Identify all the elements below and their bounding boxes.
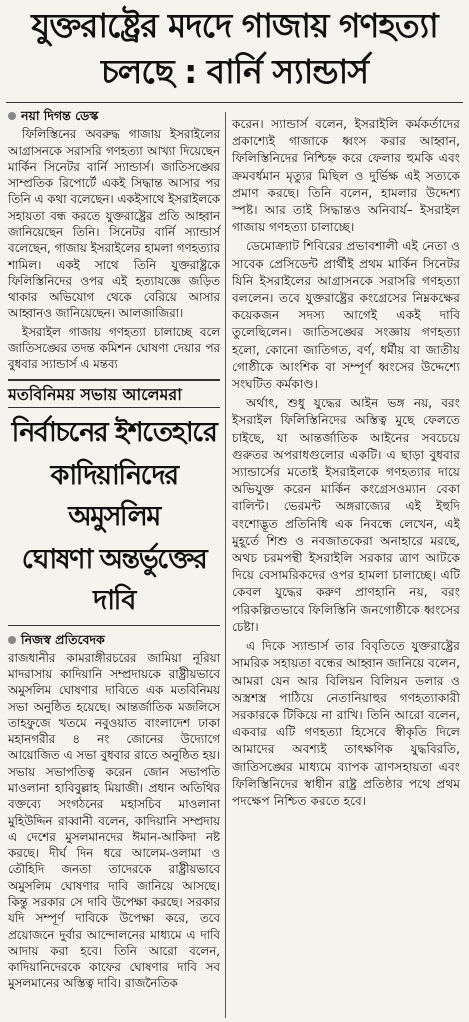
second-headline-line-1: নির্বাচনের ইশতেহারে <box>11 416 217 448</box>
main-paragraph-3: করেন। স্যান্ডার্স বলেন, ইসরাইলি কর্মকর্তাদের প্রকাশ্যেই গাজাকে ধ্বংস করার আহ্বান, ফিলিস্তিনিদের নিশ্চিহ্ন করে ফেলার হুমকি এবং ক্রমবর্ধমান মৃত্যুর মিছিল ও দুর্ভিক্ষ এই সত্যকে প্রমাণ করছে। তিনি বলেন, হামলার উদ্দেশ্য স্পষ্ট। আর তাই সিদ্ধান্তও অনিবার্য– ইসরাইল গাজায় গণহত্যা চালাচ্ছে। <box>232 117 460 235</box>
second-story-body: রাজধানীর কামরাঙ্গীরচরের জামিয়া নূরিয়া মাদরাসায় কাদিয়ানি সম্প্রদায়কে রাষ্ট্রীয়ভাবে অমুসলিম ঘোষণার দাবিতে এক মতবিনিময় সভা অনুষ্ঠিত হয়েছে। আন্তর্জাতিক মজলিসে তাহফুজে খতমে নবুওয়াত বাংলাদেশ ঢাকা মহানগরীর ৪ নং জোনের উদ্যোগে আয়োজিত এ সভা বুধবার রাতে অনুষ্ঠিত হয়। সভায় সভাপতিত্ব করেন জোন সভাপতি মাওলানা হাবিবুল্লাহ মিয়াজী। প্রধান অতিথির বক্তব্যে সংগঠনের মহাসচিব মাওলানা মুহিউদ্দিন রাব্বানী বলেন, কাদিয়ানি সম্প্রদায় এ দেশের মুসলমানদের ঈমান-আকিদা নষ্ট করছে। দীর্ঘ দিন ধরে আলেম-ওলামা ও তৌহিদি জনতা তাদেরকে রাষ্ট্রীয়ভাবে অমুসলিম ঘোষণার দাবি জানিয়ে আসছে। কিন্তু সরকার সে দাবি উপেক্ষা করছে। সরকার যদি সম্পূর্ণ দাবিকে উপেক্ষা করে, তবে প্রয়োজনে দুর্বার আন্দোলনের মাধ্যমে এ দাবি আদায় করা হবে। তিনি আরো বলেন, কাদিয়ানিদেরকে কাফের ঘোষণার দাবি সব মুসলমানের অস্তিত্ব দাবি। রাজনৈতিক <box>8 650 220 991</box>
main-paragraph-2: ইসরাইল গাজায় গণহত্যা চালাচ্ছে বলে জাতিসঙ্ঘের তদন্ত কমিশন ঘোষণা দেয়ার পর বুধবার স্যান্ডার্স এ মন্তব্য <box>8 324 220 372</box>
second-story-kicker: মতবিনিময় সভায় আলেমরা <box>8 379 220 407</box>
main-paragraph-4: ডেমোক্র্যাট শিবিরের প্রভাবশালী এই নেতা ও সাবেক প্রেসিডেন্ট প্রার্থীই প্রথম মার্কিন সিনেটর যিনি ইসরাইলের আগ্রাসনকে সরাসরি গণহত্যা বললেন। তবে যুক্তরাষ্ট্রের কংগ্রেসের নিম্নকক্ষের কয়েকজন সদস্য আগেই একই দাবি তুলেছিলেন। জাতিসঙ্ঘের সংজ্ঞায় গণহত্যা হলো, কোনো জাতিগত, বর্ণ, ধর্মীয় বা জাতীয় গোষ্ঠীকে আংশিক বা সম্পূর্ণ ধ্বংসের উদ্দেশ্যে সংঘটিত কর্মকাণ্ড। <box>232 239 460 392</box>
main-headline-line-1: যুক্তরাষ্ট্রের মদদে গাজায় গণহত্যা <box>31 6 438 45</box>
main-paragraph-1: ফিলিস্তিনের অবরুদ্ধ গাজায় ইসরাইলের আগ্রাসনকে সরাসরি গণহত্যা আখ্যা দিয়েছেন মার্কিন সিনেটর বার্নি স্যান্ডার্স। জাতিসঙ্ঘের সাম্প্রতিক রিপোর্টে একই সিদ্ধান্ত আসার পর তিনি এ কথা বলেছেন। একইসাথে ইসরাইলকে সহায়তা বন্ধ করতে যুক্তরাষ্ট্রের প্রতি আহ্বান জানিয়েছেন তিনি। সিনেটর বার্নি স্যান্ডার্স বলেছেন, গাজায় ইসরাইলের হামলা গণহত্যার শামিল। একই সাথে তিনি যুক্তরাষ্ট্রকে ফিলিস্তিনিদের ওপর এই হত্যাযজ্ঞে জড়িত থাকার অভিযোগ থেকে বেরিয়ে আসার আহ্বানও জানিয়েছেন। আলজাজিরা। <box>8 127 220 321</box>
main-byline <box>8 108 220 124</box>
main-paragraph-5: অর্থাৎ, শুধু যুদ্ধের আইন ভঙ্গ নয়, বরং ইসরাইল ফিলিস্তিনিদের অস্তিত্ব মুছে ফেলতে চাইছে, যা আন্তর্জাতিক আইনের সবচেয়ে গুরুতর অপরাধগুলোর একটি। এ ছাড়া বুধবার স্যান্ডার্সের মতোই ইসরাইলকে গণহত্যার দায়ে অভিযুক্ত করেন মার্কিন কংগ্রেসওম্যান বেকা বালিন্ট। ভেরমন্ট অঙ্গরাজ্যের এই ইহুদি বংশোদ্ভূত প্রতিনিধি এক নিবন্ধে লেখেন, এই মুহূর্তে শিশু ও নবজাতকেরা অনাহারে মরছে, অথচ চরমপন্থী ইসরাইলি সরকার ত্রাণ আটকে দিয়ে বেসামরিকদের ওপর হামলা চালাচ্ছে। এটি কেবল যুদ্ধের করুণ প্রাণহানি নয়, বরং পরিকল্পিতভাবে ফিলিস্তিনি জনগোষ্ঠীকে ধ্বংসের চেষ্টা। <box>232 396 460 634</box>
left-column <box>8 108 220 994</box>
main-byline-text: নয়া দিগন্ত ডেস্ক <box>21 108 99 123</box>
headline-divider <box>6 102 463 103</box>
bullet-icon <box>8 112 16 120</box>
column-divider <box>225 112 226 1018</box>
bullet-icon <box>8 636 16 644</box>
main-headline-line-2: চলছে : বার্নি স্যান্ডার্স <box>100 52 369 91</box>
second-story-headline <box>8 407 220 626</box>
second-headline-line-2: কাদিয়ানিদের অমুসলিম <box>50 459 178 532</box>
right-column <box>232 116 460 812</box>
second-byline-text: নিজস্ব প্রতিবেদক <box>21 631 105 647</box>
second-headline-line-3: ঘোষণা অন্তর্ভুক্তের দাবি <box>21 543 207 616</box>
second-byline <box>8 632 220 648</box>
main-paragraph-6: এ দিকে স্যান্ডার্স তার বিবৃতিতে যুক্তরাষ্ট্রের সামরিক সহায়তা বন্ধের আহ্বান জানিয়ে বলেন, আমরা যেন আর বিলিয়ন বিলিয়ন ডলার ও অস্ত্রশস্ত্র পাঠিয়ে নেতানিয়াহুর গণহত্যাকারী সরকারকে টিকিয়ে না রাখি। তিনি আরো বলেন, একবার এটি গণহত্যা হিসেবে স্বীকৃতি দিলে আমাদের অবশ্যই তাৎক্ষণিক যুদ্ধবিরতি, জাতিসঙ্ঘের মাধ্যমে ব্যাপক ত্রাণসহায়তা এবং ফিলিস্তিনিদের স্বাধীন রাষ্ট্র প্রতিষ্ঠার পথে প্রথম পদক্ষেপ নিশ্চিত করতে হবে। <box>232 639 460 808</box>
